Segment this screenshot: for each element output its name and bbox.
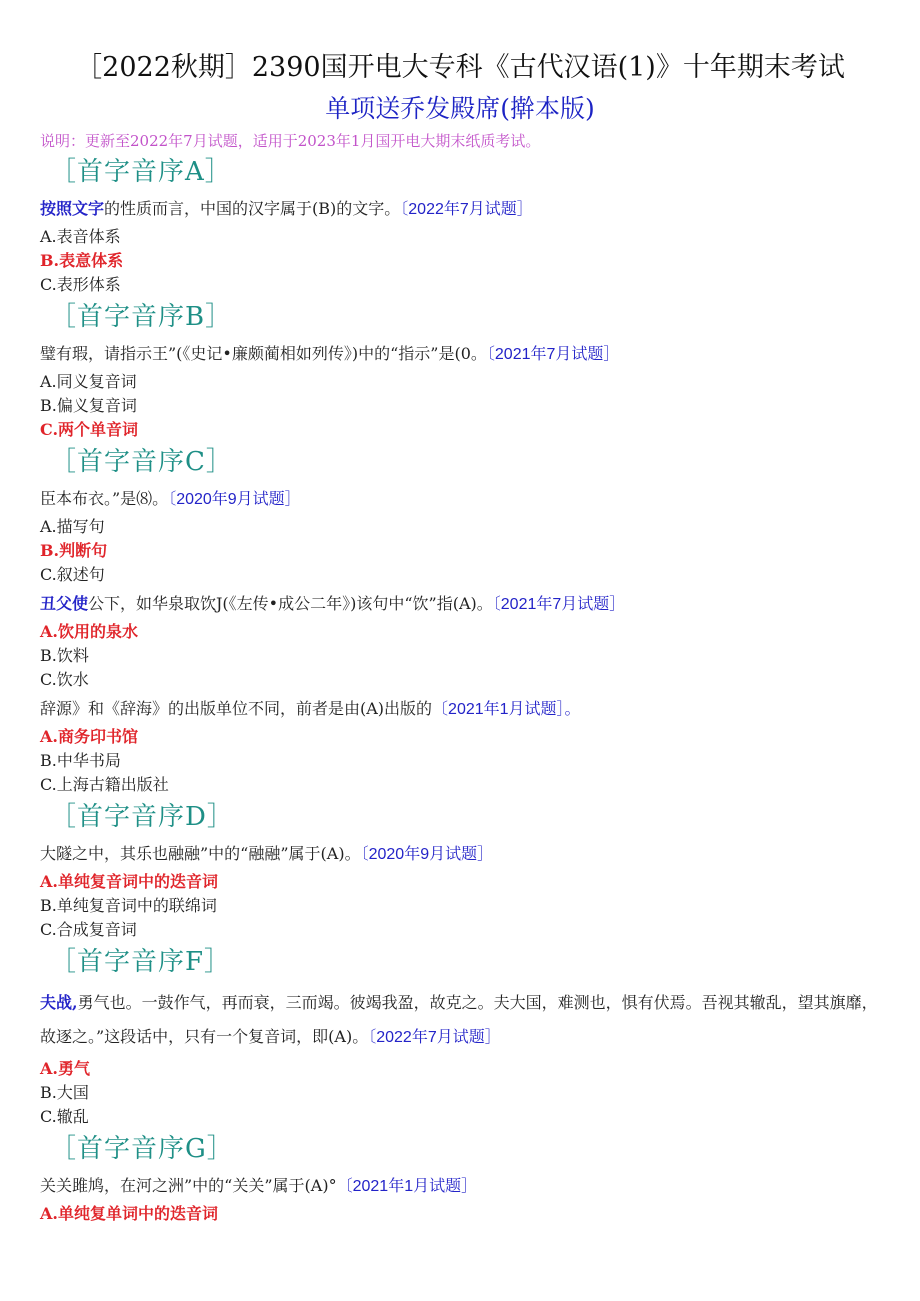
question-lead: 夫战, (40, 993, 78, 1012)
option: B.单纯复音词中的联绵词 (40, 896, 217, 915)
exam-date-tag: 〔2020年9月试题］ (168, 491, 301, 508)
option: A.同义复音词 (40, 372, 137, 391)
question-body: 辞源》和《辞海》的出版单位不同，前者是由(A)出版的 (40, 699, 433, 718)
question-lead: 丑父使 (40, 594, 89, 613)
option: C.饮水 (40, 670, 89, 689)
option: C.上海古籍出版社 (40, 775, 169, 794)
section-heading: ［首字音序G］ (50, 1134, 234, 1164)
section-heading: ［首字音序C］ (50, 447, 233, 477)
exam-date-tag: 〔2020年9月试题］ (360, 846, 494, 863)
question-text (40, 841, 880, 868)
question-body: 关关雎鸠，在河之洲”中的“关关”属于(A)° (40, 1176, 337, 1195)
answer-option: A.单纯复音词中的迭音词 (40, 872, 218, 891)
question-text (40, 696, 880, 723)
question-body: 璧有瑕，请指示王”(《史记•廉颇蔺相如列传》)中的“指示”是(0。 (40, 344, 487, 363)
section-heading: ［首字音序D］ (50, 802, 234, 832)
section-heading: ［首字音序F］ (50, 947, 232, 977)
answer-option: A.单纯复单词中的迭音词 (40, 1204, 218, 1223)
answer-option: C.两个单音词 (40, 420, 139, 439)
description-note: 说明：更新至2022年7月试题，适用于2023年1月国开电大期末纸质考试。 (40, 132, 541, 150)
page-title: ［2022秋期］2390国开电大专科《古代汉语(1)》十年期末考试 (75, 52, 845, 83)
exam-date-tag: 〔2021年7月试题］ (492, 596, 626, 613)
question-list (40, 152, 880, 1226)
option: B.中华书局 (40, 751, 121, 770)
question-lead: 按照文字 (40, 199, 105, 218)
answer-option: B.判断句 (40, 541, 108, 560)
section-heading: ［首字音序A］ (50, 157, 232, 187)
question-text (40, 591, 880, 618)
option: C.合成复音词 (40, 920, 137, 939)
question-body: 臣本布衣。”是⑻。 (40, 489, 169, 508)
question-text (40, 341, 880, 368)
option: A.表音体系 (40, 227, 121, 246)
exam-date-tag: 〔2021年7月试题］ (486, 346, 620, 363)
option: B.大国 (40, 1083, 89, 1102)
answer-option: A.商务印书馆 (40, 727, 138, 746)
question-text (40, 1173, 880, 1200)
question-body: 大隧之中，其乐也融融”中的“融融”属于(A)。 (40, 844, 361, 863)
answer-option: B.表意体系 (40, 251, 124, 270)
document-page (40, 40, 880, 1226)
exam-date-tag: 〔2021年1月试题］。 (432, 701, 581, 718)
answer-option: A.饮用的泉水 (40, 622, 138, 641)
exam-date-tag: 〔2022年7月试题］ (400, 201, 533, 218)
exam-date-tag: 〔2021年1月试题］ (336, 1178, 478, 1195)
option: C.辙乱 (40, 1107, 89, 1126)
option: C.表形体系 (40, 275, 121, 294)
question-text (40, 986, 880, 1055)
option: B.偏义复音词 (40, 396, 137, 415)
option: C.叙述句 (40, 565, 105, 584)
question-body: 公下，如华泉取饮J(《左传•成公二年》)该句中“饮”指(A)。 (88, 594, 493, 613)
answer-option: A.勇气 (40, 1059, 90, 1078)
question-body: 勇气也。一鼓作气，再而衰，三而竭。彼竭我盈，故克之。夫大国，难测也，惧有伏焉。吾视其辙乱，望其旗靡，故逐之。”这段话中，只有一个复音词，即(A)。 (40, 993, 878, 1046)
question-body: 的性质而言，中国的汉字属于(B)的文字。 (104, 199, 401, 218)
question-text (40, 196, 880, 223)
section-heading: ［首字音序B］ (50, 302, 233, 332)
option: A.描写句 (40, 517, 105, 536)
page-subtitle: 单项送乔发殿席(擀本版) (325, 94, 595, 123)
question-text (40, 486, 880, 513)
exam-date-tag: 〔2022年7月试题］ (368, 1029, 501, 1046)
option: B.饮料 (40, 646, 89, 665)
